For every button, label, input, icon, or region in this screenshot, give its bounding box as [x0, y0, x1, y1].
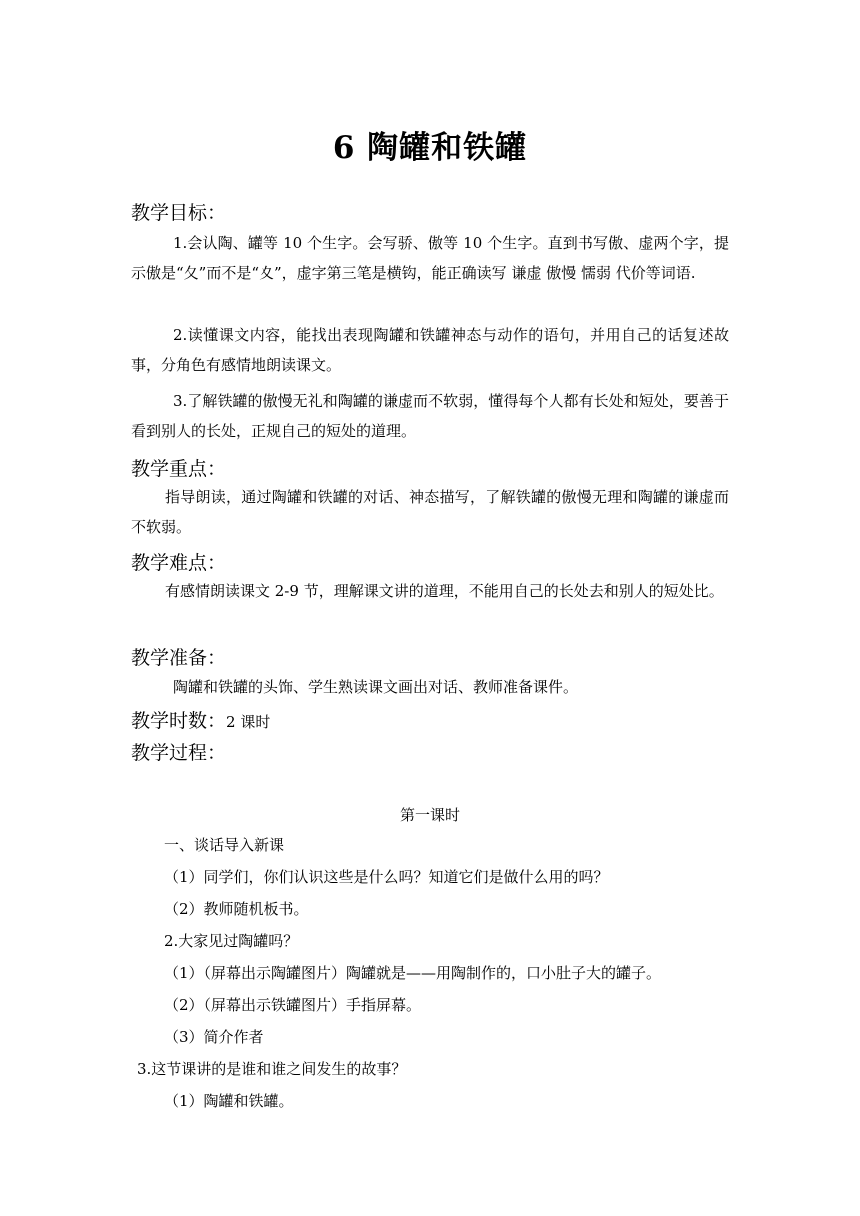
difficulties-heading: 教学难点：: [131, 552, 227, 574]
key-points-text: 指导朗读，通过陶罐和铁罐的对话、神态描写，了解铁罐的傲慢无理和陶罐的谦虚而不软弱。: [131, 488, 729, 536]
lesson-line: （1）同学们，你们认识这些是什么吗？知道它们是做什么用的吗？: [164, 868, 609, 886]
lesson-line: （2）教师随机板书。: [164, 900, 309, 918]
lesson-line: （3）简介作者: [164, 1028, 264, 1046]
lesson-line: （1）陶罐和铁罐。: [164, 1092, 294, 1110]
objective-item-1: 1.会认陶、罐等 10 个生字。会写骄、傲等 10 个生字。直到书写傲、虚两个字，提示傲是“夂”而不是“夊”，虚字第三笔是横钩，能正确读写 谦虚 傲慢 懦弱 代价等词语.: [131, 234, 729, 282]
lesson-line: （2）（屏幕出示铁罐图片）手指屏幕。: [164, 996, 422, 1014]
objective-item-3: 3.了解铁罐的傲慢无礼和陶罐的谦虚而不软弱，懂得每个人都有长处和短处，要善于看到别人的长处，正规自己的短处的道理。: [131, 392, 729, 440]
teaching-hours-heading: 教学时数：: [131, 710, 227, 732]
difficulties-text: 有感情朗读课文 2-9 节，理解课文讲的道理，不能用自己的长处去和别人的短处比。: [165, 582, 724, 600]
objective-item-2: 2.读懂课文内容，能找出表现陶罐和铁罐神态与动作的语句，并用自己的话复述故事，分角色有感情地朗读课文。: [131, 326, 729, 374]
process-heading: 教学过程：: [131, 742, 227, 764]
objectives-heading: 教学目标：: [131, 202, 227, 224]
lesson-line: 2.大家见过陶罐吗？: [164, 932, 299, 950]
teaching-hours-row: [131, 706, 270, 733]
lesson-line: （1）（屏幕出示陶罐图片）陶罐就是——用陶制作的，口小肚子大的罐子。: [164, 964, 662, 982]
lesson-title: 第一课时: [399, 806, 460, 824]
preparation-text: 陶罐和铁罐的头饰、学生熟读课文画出对话、教师准备课件。: [173, 678, 579, 696]
preparation-heading: 教学准备：: [131, 647, 227, 669]
key-points-heading: 教学重点：: [131, 458, 227, 480]
document-title: 6 陶罐和铁罐: [332, 130, 528, 166]
teaching-hours-value: 2 课时: [226, 713, 271, 731]
lesson-line: 3.这节课讲的是谁和谁之间发生的故事？: [137, 1060, 407, 1078]
lesson-line: 一、谈话导入新课: [164, 836, 285, 854]
